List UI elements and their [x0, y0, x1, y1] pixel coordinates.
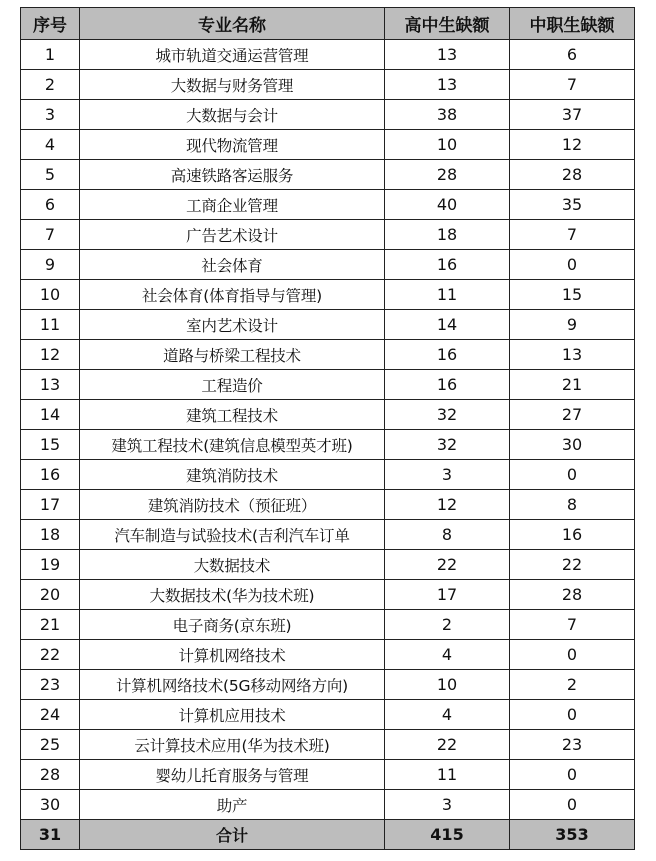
cell-highschool-vacancy: 17: [385, 580, 510, 610]
cell-vocational-vacancy: 0: [510, 790, 635, 820]
table-row: [21, 580, 635, 610]
cell-highschool-vacancy: 14: [385, 310, 510, 340]
cell-index: 19: [21, 550, 80, 580]
table-row: [21, 400, 635, 430]
table-row: [21, 550, 635, 580]
cell-index: 6: [21, 190, 80, 220]
cell-highschool-vacancy: 16: [385, 250, 510, 280]
cell-vocational-vacancy: 0: [510, 460, 635, 490]
cell-index: 23: [21, 670, 80, 700]
cell-highschool-vacancy: 16: [385, 370, 510, 400]
total-row: [21, 820, 635, 850]
cell-index: 14: [21, 400, 80, 430]
cell-highschool-vacancy: 12: [385, 490, 510, 520]
cell-major-name: 建筑工程技术: [80, 400, 385, 430]
cell-major-name: 婴幼儿托育服务与管理: [80, 760, 385, 790]
table-row: [21, 250, 635, 280]
cell-index: 3: [21, 100, 80, 130]
cell-vocational-vacancy: 7: [510, 610, 635, 640]
table-row: [21, 520, 635, 550]
table-row: [21, 280, 635, 310]
cell-highschool-vacancy: 16: [385, 340, 510, 370]
total-label: 合计: [80, 820, 385, 850]
table-row: [21, 790, 635, 820]
cell-highschool-vacancy: 8: [385, 520, 510, 550]
cell-index: 7: [21, 220, 80, 250]
cell-vocational-vacancy: 7: [510, 70, 635, 100]
cell-major-name: 社会体育(体育指导与管理): [80, 280, 385, 310]
cell-index: 4: [21, 130, 80, 160]
table-row: [21, 220, 635, 250]
cell-vocational-vacancy: 28: [510, 580, 635, 610]
table-row: [21, 310, 635, 340]
table-row: [21, 760, 635, 790]
cell-highschool-vacancy: 22: [385, 550, 510, 580]
table-row: [21, 130, 635, 160]
table-row: [21, 640, 635, 670]
table-row: [21, 460, 635, 490]
header-major-name: 专业名称: [80, 8, 385, 40]
cell-major-name: 室内艺术设计: [80, 310, 385, 340]
table-row: [21, 100, 635, 130]
vacancy-table: [20, 7, 635, 850]
cell-index: 9: [21, 250, 80, 280]
cell-major-name: 工程造价: [80, 370, 385, 400]
cell-highschool-vacancy: 3: [385, 790, 510, 820]
cell-major-name: 助产: [80, 790, 385, 820]
cell-highschool-vacancy: 4: [385, 700, 510, 730]
cell-index: 22: [21, 640, 80, 670]
table-row: [21, 490, 635, 520]
cell-major-name: 计算机网络技术(5G移动网络方向): [80, 670, 385, 700]
cell-major-name: 建筑消防技术（预征班）: [80, 490, 385, 520]
cell-major-name: 道路与桥梁工程技术: [80, 340, 385, 370]
table-row: [21, 700, 635, 730]
cell-major-name: 汽车制造与试验技术(吉利汽车订单: [80, 520, 385, 550]
cell-highschool-vacancy: 32: [385, 430, 510, 460]
cell-major-name: 大数据技术(华为技术班): [80, 580, 385, 610]
cell-major-name: 计算机应用技术: [80, 700, 385, 730]
table-row: [21, 340, 635, 370]
cell-highschool-vacancy: 18: [385, 220, 510, 250]
cell-index: 12: [21, 340, 80, 370]
cell-vocational-vacancy: 22: [510, 550, 635, 580]
cell-vocational-vacancy: 8: [510, 490, 635, 520]
cell-index: 30: [21, 790, 80, 820]
total-vocational-vacancy: 353: [510, 820, 635, 850]
cell-highschool-vacancy: 10: [385, 670, 510, 700]
cell-highschool-vacancy: 3: [385, 460, 510, 490]
cell-vocational-vacancy: 9: [510, 310, 635, 340]
cell-index: 15: [21, 430, 80, 460]
cell-major-name: 电子商务(京东班): [80, 610, 385, 640]
cell-vocational-vacancy: 27: [510, 400, 635, 430]
header-highschool-vacancy: 高中生缺额: [385, 8, 510, 40]
cell-highschool-vacancy: 2: [385, 610, 510, 640]
cell-major-name: 高速铁路客运服务: [80, 160, 385, 190]
cell-highschool-vacancy: 13: [385, 40, 510, 70]
cell-major-name: 云计算技术应用(华为技术班): [80, 730, 385, 760]
table-row: [21, 670, 635, 700]
cell-vocational-vacancy: 0: [510, 760, 635, 790]
table-row: [21, 430, 635, 460]
cell-major-name: 社会体育: [80, 250, 385, 280]
cell-highschool-vacancy: 38: [385, 100, 510, 130]
cell-vocational-vacancy: 37: [510, 100, 635, 130]
cell-vocational-vacancy: 6: [510, 40, 635, 70]
cell-highschool-vacancy: 28: [385, 160, 510, 190]
cell-vocational-vacancy: 21: [510, 370, 635, 400]
cell-major-name: 城市轨道交通运营管理: [80, 40, 385, 70]
cell-vocational-vacancy: 12: [510, 130, 635, 160]
table-row: [21, 610, 635, 640]
cell-vocational-vacancy: 7: [510, 220, 635, 250]
table-body: [21, 40, 635, 820]
cell-vocational-vacancy: 23: [510, 730, 635, 760]
cell-major-name: 现代物流管理: [80, 130, 385, 160]
cell-vocational-vacancy: 0: [510, 700, 635, 730]
total-highschool-vacancy: 415: [385, 820, 510, 850]
cell-vocational-vacancy: 35: [510, 190, 635, 220]
cell-major-name: 计算机网络技术: [80, 640, 385, 670]
cell-index: 5: [21, 160, 80, 190]
cell-index: 16: [21, 460, 80, 490]
cell-vocational-vacancy: 30: [510, 430, 635, 460]
cell-vocational-vacancy: 28: [510, 160, 635, 190]
header-vocational-vacancy: 中职生缺额: [510, 8, 635, 40]
table-row: [21, 190, 635, 220]
table-row: [21, 40, 635, 70]
cell-major-name: 大数据与财务管理: [80, 70, 385, 100]
cell-vocational-vacancy: 2: [510, 670, 635, 700]
cell-index: 11: [21, 310, 80, 340]
cell-major-name: 建筑工程技术(建筑信息模型英才班): [80, 430, 385, 460]
cell-major-name: 工商企业管理: [80, 190, 385, 220]
cell-index: 17: [21, 490, 80, 520]
cell-major-name: 建筑消防技术: [80, 460, 385, 490]
cell-vocational-vacancy: 13: [510, 340, 635, 370]
cell-highschool-vacancy: 4: [385, 640, 510, 670]
cell-major-name: 大数据与会计: [80, 100, 385, 130]
header-row: [21, 8, 635, 40]
cell-highschool-vacancy: 10: [385, 130, 510, 160]
table-row: [21, 730, 635, 760]
cell-highschool-vacancy: 11: [385, 760, 510, 790]
cell-vocational-vacancy: 0: [510, 250, 635, 280]
cell-index: 25: [21, 730, 80, 760]
cell-index: 10: [21, 280, 80, 310]
table-row: [21, 70, 635, 100]
cell-index: 28: [21, 760, 80, 790]
cell-vocational-vacancy: 16: [510, 520, 635, 550]
cell-major-name: 大数据技术: [80, 550, 385, 580]
cell-index: 24: [21, 700, 80, 730]
cell-major-name: 广告艺术设计: [80, 220, 385, 250]
cell-highschool-vacancy: 40: [385, 190, 510, 220]
table-row: [21, 370, 635, 400]
table-row: [21, 160, 635, 190]
header-index: 序号: [21, 8, 80, 40]
cell-index: 18: [21, 520, 80, 550]
cell-highschool-vacancy: 32: [385, 400, 510, 430]
cell-index: 21: [21, 610, 80, 640]
cell-index: 2: [21, 70, 80, 100]
cell-highschool-vacancy: 11: [385, 280, 510, 310]
cell-index: 1: [21, 40, 80, 70]
cell-vocational-vacancy: 15: [510, 280, 635, 310]
cell-vocational-vacancy: 0: [510, 640, 635, 670]
cell-highschool-vacancy: 13: [385, 70, 510, 100]
cell-index: 20: [21, 580, 80, 610]
cell-index: 13: [21, 370, 80, 400]
cell-highschool-vacancy: 22: [385, 730, 510, 760]
total-index: 31: [21, 820, 80, 850]
